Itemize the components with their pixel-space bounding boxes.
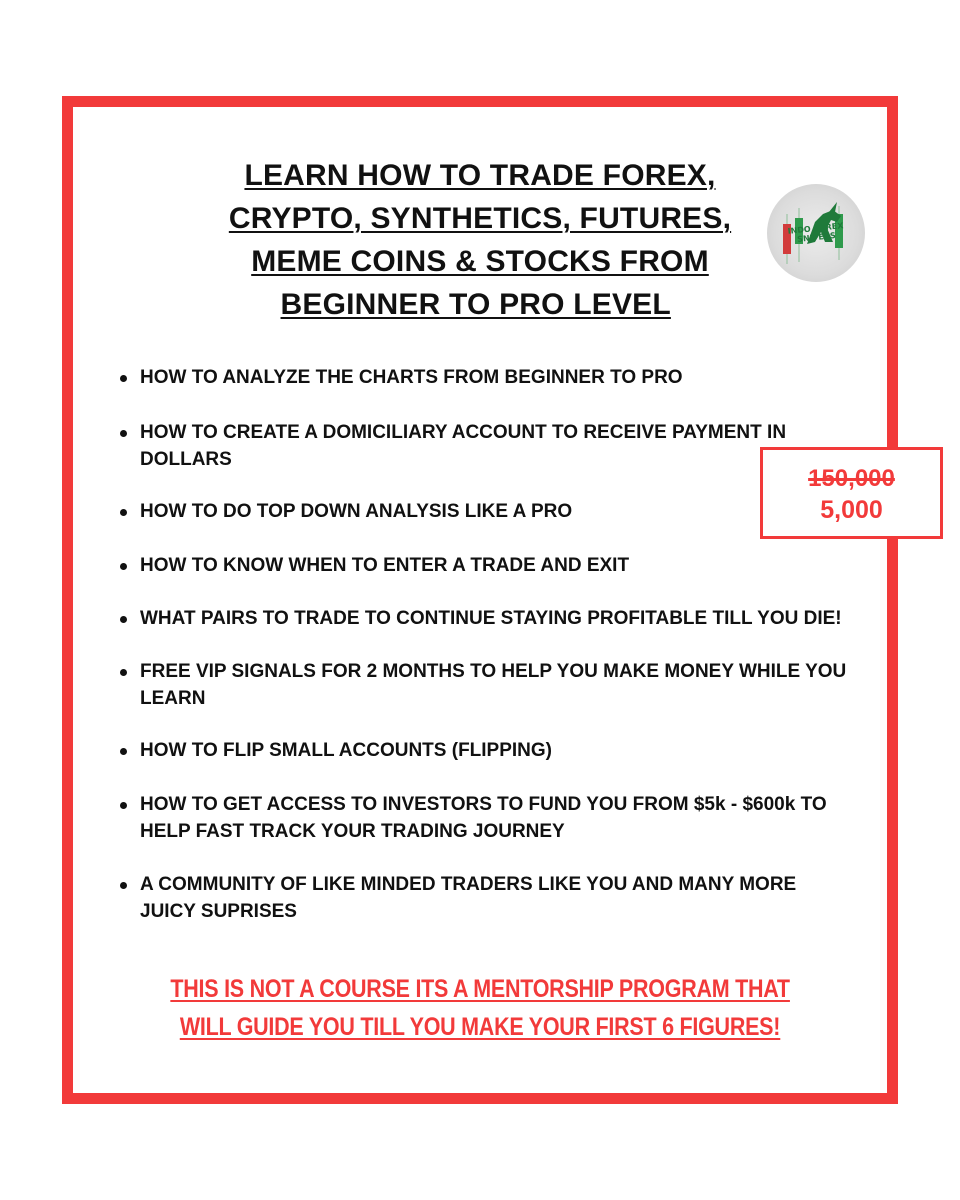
headline-line-3: MEME COINS & STOCKS FROM [251, 245, 709, 278]
list-item: WHAT PAIRS TO TRADE TO CONTINUE STAYING PROFITABLE TILL YOU DIE! [120, 605, 860, 632]
headline-line-1: LEARN HOW TO TRADE FOREX, [244, 159, 716, 192]
old-price: 150,000 [808, 465, 895, 492]
list-item: HOW TO KNOW WHEN TO ENTER A TRADE AND EXIT [120, 552, 860, 579]
footer-line-1: THIS IS NOT A COURSE ITS A MENTORSHIP PROGRAM THAT [170, 975, 790, 1003]
list-item: HOW TO GET ACCESS TO INVESTORS TO FUND YOU FROM $5k - $600k TO HELP FAST TRACK YOUR TRADING JOURNEY [120, 791, 840, 845]
footer-callout [0, 970, 960, 1046]
list-item: HOW TO DO TOP DOWN ANALYSIS LIKE A PRO [120, 498, 860, 525]
bullet-dot-icon [120, 375, 127, 382]
list-item: A COMMUNITY OF LIKE MINDED TRADERS LIKE YOU AND MANY MORE JUICY SUPRISES [120, 871, 820, 925]
new-price: 5,000 [820, 496, 883, 524]
bull-logo-icon [767, 184, 865, 282]
bullet-dot-icon [120, 802, 127, 809]
bullet-dot-icon [120, 616, 127, 623]
bullet-dot-icon [120, 882, 127, 889]
list-item: HOW TO CREATE A DOMICILIARY ACCOUNT TO RECEIVE PAYMENT IN DOLLARS [120, 419, 820, 473]
footer-line-2: WILL GUIDE YOU TILL YOU MAKE YOUR FIRST 6 FIGURES! [179, 1013, 781, 1041]
bullet-dot-icon [120, 669, 127, 676]
headline-line-4: BEGINNER TO PRO LEVEL [280, 288, 671, 321]
price-box [760, 447, 943, 539]
bullet-dot-icon [120, 748, 127, 755]
bullet-dot-icon [120, 563, 127, 570]
headline-line-2: CRYPTO, SYNTHETICS, FUTURES, [228, 202, 732, 235]
list-item: HOW TO ANALYZE THE CHARTS FROM BEGINNER TO PRO [120, 364, 860, 391]
list-item: FREE VIP SIGNALS FOR 2 MONTHS TO HELP YOU MAKE MONEY WHILE YOU LEARN [120, 658, 850, 712]
bullet-dot-icon [120, 430, 127, 437]
list-item: HOW TO FLIP SMALL ACCOUNTS (FLIPPING) [120, 737, 860, 764]
bullet-dot-icon [120, 509, 127, 516]
logo-text: INDO FOREX SNIPERS [787, 221, 844, 244]
